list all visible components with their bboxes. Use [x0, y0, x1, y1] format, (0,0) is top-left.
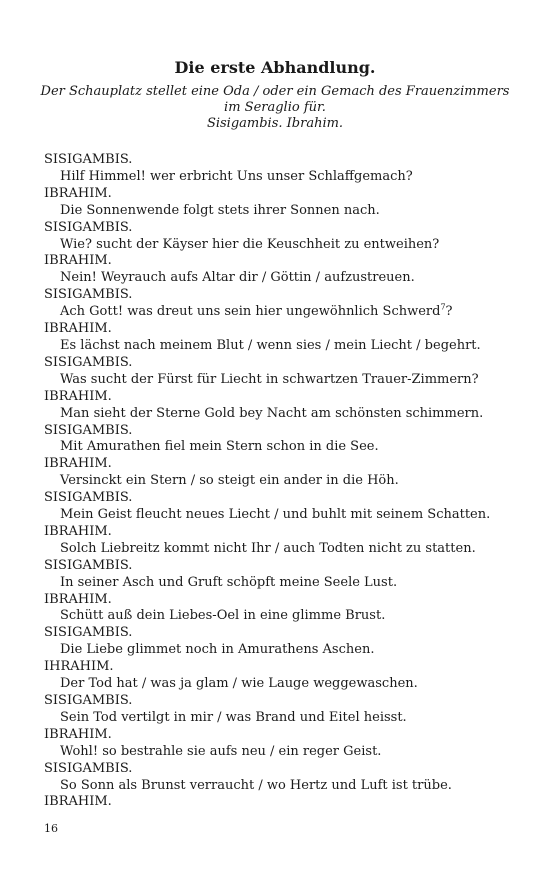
verse-text: Wie? sucht der Käyser hier die Keuschheit zu entweihen?: [60, 236, 440, 252]
verse-text: Versinckt ein Stern / so steigt ein ander in die Höh.: [60, 473, 399, 489]
verse-line: [44, 676, 524, 693]
speaker-name: SISIGAMBIS.: [44, 287, 133, 303]
verse-text: Ach Gott! was dreut uns sein hier ungewöhnlich Schwerd: [60, 304, 441, 320]
verse-text: Die Liebe glimmet noch in Amurathens Aschen.: [60, 642, 375, 658]
speaker-name: SISIGAMBIS.: [44, 625, 133, 641]
verse-line: [44, 710, 524, 727]
verse-text: Sein Tod vertilgt in mir / was Brand und Eitel heisst.: [60, 709, 407, 725]
verse-line: [44, 237, 524, 254]
verse-line: [44, 203, 524, 220]
verse-text: Mit Amurathen fiel mein Stern schon in die See.: [60, 439, 379, 455]
speaker-name: SISIGAMBIS.: [44, 422, 133, 438]
verse-line: [44, 169, 524, 186]
section-title: Die erste Abhandlung.: [174, 58, 376, 77]
page-number: 16: [44, 822, 58, 835]
verse-line: [44, 439, 524, 456]
speaker-name: SISIGAMBIS.: [44, 557, 133, 573]
verse-line: [44, 473, 524, 490]
verse-text: Hilf Himmel! wer erbricht Uns unser Schlaffgemach?: [60, 168, 413, 184]
verse-line: [44, 608, 524, 625]
verse-text: Man sieht der Sterne Gold bey Nacht am schönsten schimmern.: [60, 405, 484, 421]
speaker-name: IBRAHIM.: [44, 523, 112, 539]
verse-line: [44, 778, 524, 795]
stage-direction-line: im Seraglio für.: [224, 100, 326, 115]
verse-line: [44, 541, 524, 558]
speaker-name: IBRAHIM.: [44, 726, 112, 742]
speaker-name: IBRAHIM.: [44, 456, 112, 472]
speaker-name: SISIGAMBIS.: [44, 354, 133, 370]
verse-text: Der Tod hat / was ja glam / wie Lauge weggewaschen.: [60, 676, 418, 692]
speaker-name: SISIGAMBIS.: [44, 152, 133, 167]
stage-direction-characters: Sisigambis. Ibrahim.: [206, 116, 344, 131]
speaker-name: IBRAHIM.: [44, 591, 112, 607]
verse-punctuation: ?: [445, 304, 453, 320]
speaker-name: SISIGAMBIS.: [44, 219, 133, 235]
verse-text: Wohl! so bestrahle sie aufs neu / ein reger Geist.: [60, 743, 382, 759]
verse-text: Nein! Weyrauch aufs Altar dir / Göttin / aufzustreuen.: [60, 270, 415, 286]
verse-line: [44, 507, 524, 524]
dialogue-text: [44, 152, 524, 811]
verse-text: Schütt auß dein Liebes-Oel in eine glimme Brust.: [60, 608, 386, 624]
speaker-name: IBRAHIM.: [44, 321, 112, 337]
speaker-name: SISIGAMBIS.: [44, 760, 133, 776]
speaker-name: IBRAHIM.: [44, 253, 112, 269]
verse-line: [44, 406, 524, 423]
speaker-name: SISIGAMBIS.: [44, 490, 133, 506]
verse-text: Solch Liebreitz kommt nicht Ihr / auch Todten nicht zu statten.: [60, 540, 476, 556]
verse-line: [44, 575, 524, 592]
stage-direction: [40, 84, 510, 132]
verse-text: Es lächst nach meinem Blut / wenn sies / mein Liecht / begehrt.: [60, 337, 481, 353]
verse-text: So Sonn als Brunst verraucht / wo Hertz und Luft ist trübe.: [60, 777, 452, 793]
stage-direction-line: Der Schauplatz stellet eine Oda / oder ein Gemach des Frauenzimmers: [40, 84, 510, 99]
speaker-name: IBRAHIM.: [44, 794, 112, 810]
verse-text: Mein Geist fleucht neues Liecht / und buhlt mit seinem Schatten.: [60, 507, 491, 523]
verse-text: Die Sonnenwende folgt stets ihrer Sonnen nach.: [60, 202, 380, 218]
verse-text: In seiner Asch und Gruft schöpft meine Seele Lust.: [60, 574, 398, 590]
speaker-name: IBRAHIM.: [44, 388, 112, 404]
speaker-name: IBRAHIM.: [44, 185, 112, 201]
verse-line: [44, 642, 524, 659]
verse-line: [44, 372, 524, 389]
verse-text: Was sucht der Fürst für Liecht in schwartzen Trauer-Zimmern?: [60, 371, 479, 387]
speaker-name: SISIGAMBIS.: [44, 693, 133, 708]
speaker-name: IHRAHIM.: [44, 659, 114, 675]
verse-line: [44, 338, 524, 355]
verse-line: [44, 270, 524, 287]
verse-line: [44, 744, 524, 761]
verse-line: [44, 304, 524, 321]
footnote-marker[interactable]: 7: [440, 302, 446, 312]
